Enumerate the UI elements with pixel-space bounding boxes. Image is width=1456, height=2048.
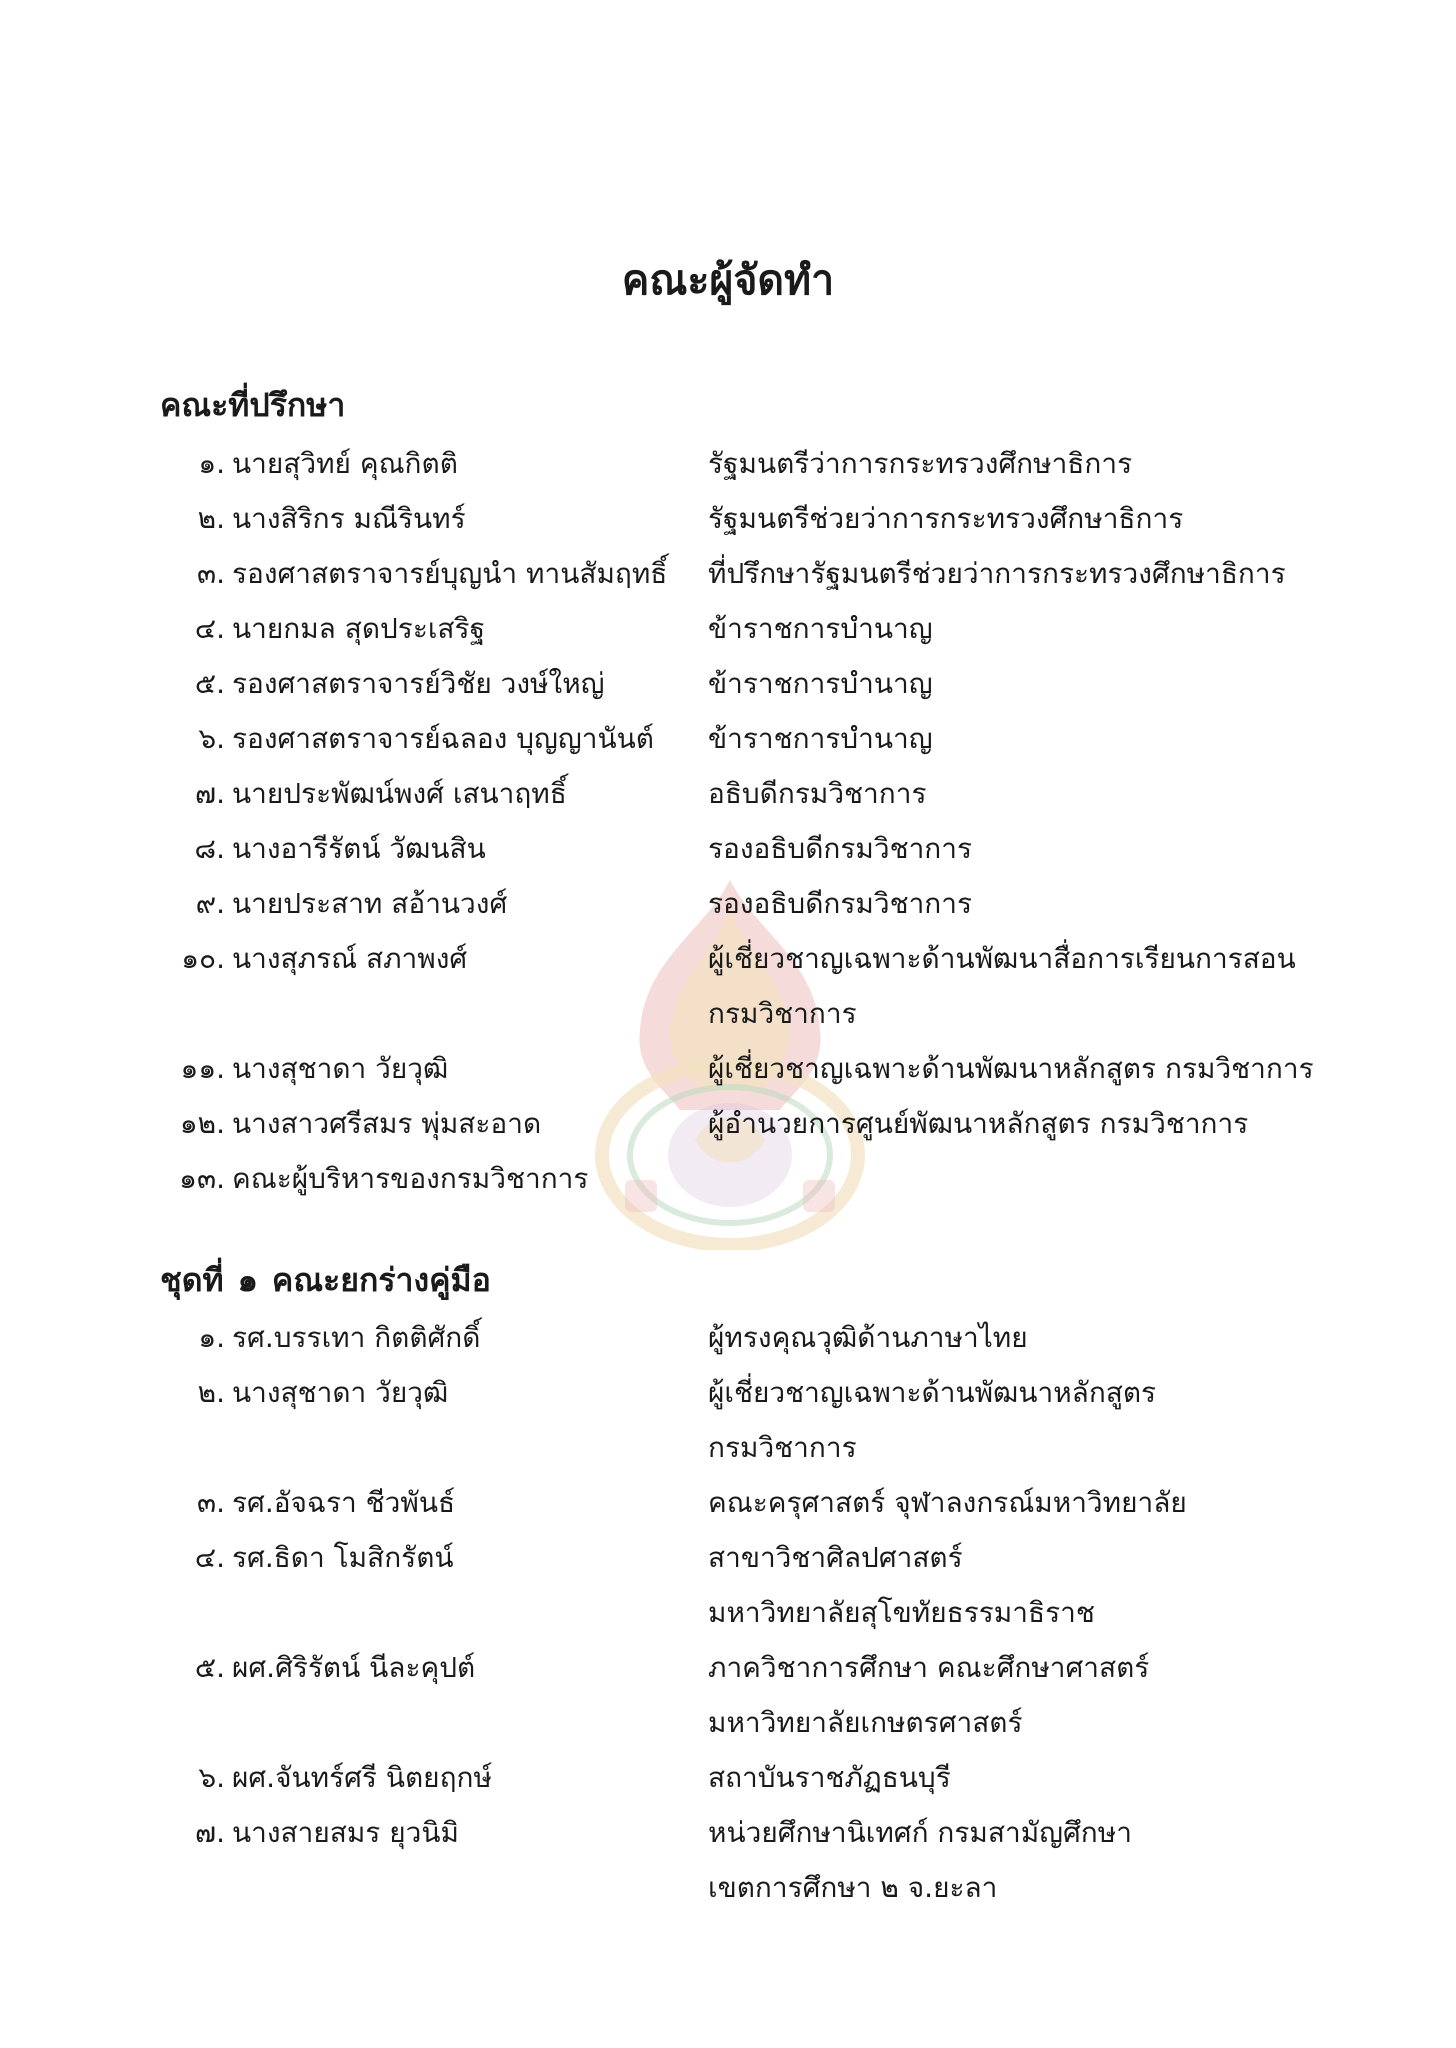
list-item <box>0 766 1456 821</box>
item-position <box>708 1096 1248 1151</box>
item-position-line: หน่วยศึกษานิเทศก์ กรมสามัญศึกษา <box>708 1816 1132 1849</box>
item-number: ๑. <box>198 447 225 480</box>
list-item <box>0 876 1456 931</box>
advisors-list <box>0 436 1456 1206</box>
item-name: นางสาวศรีสมร พุ่มสะอาด <box>232 1107 542 1140</box>
list-item <box>0 711 1456 766</box>
item-name: นางสุชาดา วัยวุฒิ <box>232 1052 449 1085</box>
item-number: ๙. <box>195 887 225 920</box>
item-position <box>708 1310 1028 1365</box>
item-position-line: กรมวิชาการ <box>708 997 857 1030</box>
item-number: ๑. <box>198 1321 225 1354</box>
item-position-line: ผู้เชี่ยวชาญเฉพาะด้านพัฒนาสื่อการเรียนการสอน <box>708 942 1296 975</box>
list-item <box>0 546 1456 601</box>
item-position <box>708 1805 1132 1915</box>
item-number: ๑๑. <box>180 1052 225 1085</box>
advisors-heading: คณะที่ปรึกษา <box>160 386 346 424</box>
item-name: นางอารีรัตน์ วัฒนสิน <box>232 832 486 865</box>
set1-heading-text: คณะยกร่างคู่มือ <box>271 1261 491 1299</box>
item-number: ๓. <box>196 557 225 590</box>
item-name: ผศ.ศิริรัตน์ นีละคุปต์ <box>232 1651 476 1684</box>
item-position-line: ผู้อำนวยการศูนย์พัฒนาหลักสูตร กรมวิชาการ <box>708 1107 1249 1140</box>
item-position <box>708 436 1132 491</box>
list-item <box>0 931 1456 1041</box>
set1-heading-prefix: ชุดที่ <box>160 1261 224 1299</box>
item-position <box>708 1640 1149 1750</box>
item-position-line: รองอธิบดีกรมวิชาการ <box>708 832 973 865</box>
item-name: รองศาสตราจารย์วิชัย วงษ์ใหญ่ <box>232 667 605 700</box>
item-name: ผศ.จันทร์ศรี นิตยฤกษ์ <box>232 1761 492 1794</box>
item-position-line: รัฐมนตรีว่าการกระทรวงศึกษาธิการ <box>708 447 1133 480</box>
item-position-line: ที่ปรึกษารัฐมนตรีช่วยว่าการกระทรวงศึกษาธิการ <box>708 557 1286 590</box>
item-position-line: ภาควิชาการศึกษา คณะศึกษาศาสตร์ <box>708 1651 1150 1684</box>
item-number: ๕. <box>194 1651 225 1684</box>
item-name: นายประสาท สอ้านวงศ์ <box>232 887 508 920</box>
item-position-line: สถาบันราชภัฏธนบุรี <box>708 1761 951 1794</box>
item-position <box>708 601 933 656</box>
list-item <box>0 1475 1456 1530</box>
item-position <box>708 1475 1187 1530</box>
item-position-line: มหาวิทยาลัยสุโขทัยธรรมาธิราช <box>708 1596 1095 1629</box>
item-position <box>708 931 1296 1041</box>
item-number: ๔. <box>194 612 225 645</box>
document-title: คณะผู้จัดทำ <box>621 256 835 304</box>
item-position <box>708 711 933 766</box>
item-number: ๕. <box>194 667 225 700</box>
item-position-line: ข้าราชการบำนาญ <box>708 612 933 645</box>
item-name: นายประพัฒน์พงศ์ เสนาฤทธิ์ <box>232 777 567 810</box>
item-name: รศ.ธิดา โมสิกรัตน์ <box>232 1541 454 1574</box>
item-name: นายสุวิทย์ คุณกิตติ <box>232 447 458 480</box>
set1-heading-number: ๑ <box>237 1261 258 1299</box>
item-position-line: ผู้เชี่ยวชาญเฉพาะด้านพัฒนาหลักสูตร กรมวิชาการ <box>708 1052 1314 1085</box>
item-number: ๗. <box>195 777 225 810</box>
item-position <box>708 1041 1314 1096</box>
item-position-line: อธิบดีกรมวิชาการ <box>708 777 927 810</box>
set1-heading <box>160 1255 491 1305</box>
item-position <box>708 1750 951 1805</box>
item-position-line: คณะครุศาสตร์ จุฬาลงกรณ์มหาวิทยาลัย <box>708 1486 1187 1519</box>
item-position <box>708 876 972 931</box>
item-number: ๓. <box>196 1486 225 1519</box>
item-position <box>708 1365 1156 1475</box>
set1-list <box>0 1310 1456 1915</box>
item-position <box>708 1530 1095 1640</box>
item-number: ๗. <box>195 1816 225 1849</box>
list-item <box>0 656 1456 711</box>
list-item <box>0 601 1456 656</box>
item-number: ๑๒. <box>179 1107 225 1140</box>
item-number: ๔. <box>194 1541 225 1574</box>
list-item <box>0 1640 1456 1750</box>
item-name: นางสิริกร มณีรินทร์ <box>232 502 466 535</box>
list-item <box>0 1365 1456 1475</box>
item-number: ๖. <box>198 1761 225 1794</box>
list-item <box>0 1530 1456 1640</box>
item-position <box>708 766 926 821</box>
item-name: นางสุชาดา วัยวุฒิ <box>232 1376 449 1409</box>
item-position-line: สาขาวิชาศิลปศาสตร์ <box>708 1541 963 1574</box>
item-position-line: ข้าราชการบำนาญ <box>708 667 933 700</box>
list-item <box>0 821 1456 876</box>
list-item <box>0 1750 1456 1805</box>
item-number: ๑๓. <box>179 1162 225 1195</box>
item-position-line: เขตการศึกษา ๒ จ.ยะลา <box>708 1871 998 1904</box>
item-number: ๑๐. <box>181 942 225 975</box>
item-position <box>708 491 1183 546</box>
item-number: ๒. <box>197 502 225 535</box>
item-name: รศ.บรรเทา กิตติศักดิ์ <box>232 1321 481 1354</box>
item-position <box>708 546 1286 601</box>
list-item <box>0 1096 1456 1151</box>
list-item <box>0 1805 1456 1915</box>
item-position-line: รัฐมนตรีช่วยว่าการกระทรวงศึกษาธิการ <box>708 502 1184 535</box>
list-item <box>0 491 1456 546</box>
item-name: นางสายสมร ยุวนิมิ <box>232 1816 459 1849</box>
item-position-line: รองอธิบดีกรมวิชาการ <box>708 887 973 920</box>
list-item <box>0 1310 1456 1365</box>
list-item <box>0 436 1456 491</box>
item-name: นางสุภรณ์ สภาพงศ์ <box>232 942 468 975</box>
list-item <box>0 1151 1456 1206</box>
item-position-line: ข้าราชการบำนาญ <box>708 722 933 755</box>
item-name: นายกมล สุดประเสริฐ <box>232 612 486 645</box>
list-item <box>0 1041 1456 1096</box>
item-number: ๘. <box>194 832 225 865</box>
item-position <box>708 656 933 711</box>
item-name: รองศาสตราจารย์ฉลอง บุญญานันต์ <box>232 722 654 755</box>
item-name: รองศาสตราจารย์บุญนำ ทานสัมฤทธิ์ <box>232 557 668 590</box>
item-position-line: กรมวิชาการ <box>708 1431 857 1464</box>
item-position-line: มหาวิทยาลัยเกษตรศาสตร์ <box>708 1706 1023 1739</box>
item-name: รศ.อัจฉรา ชีวพันธ์ <box>232 1486 456 1519</box>
item-position-line: ผู้เชี่ยวชาญเฉพาะด้านพัฒนาหลักสูตร <box>708 1376 1157 1409</box>
item-position-line: ผู้ทรงคุณวุฒิด้านภาษาไทย <box>708 1321 1028 1354</box>
item-name: คณะผู้บริหารของกรมวิชาการ <box>232 1162 589 1195</box>
item-position <box>708 821 972 876</box>
item-number: ๖. <box>198 722 225 755</box>
item-number: ๒. <box>197 1376 225 1409</box>
